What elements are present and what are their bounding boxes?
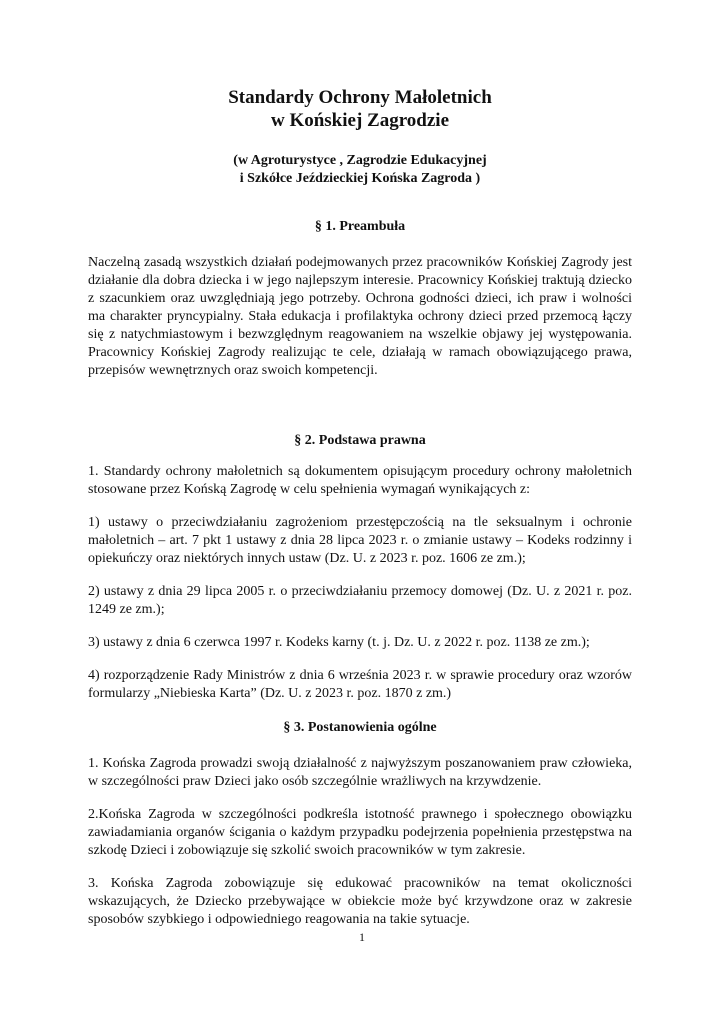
section-2-item: 1) ustawy o przeciwdziałaniu zagrożeniom przestępczością na tle seksualnym i ochronie małoletnich – art. 7 pkt 1 ustawy z dnia 28 lipca 2023 r. o zmianie ustawy – Kodeks rodzinny i opiekuńczy oraz niektórych innych ustaw (Dz. U. z 2023 r. poz. 1606 ze zm.); [88, 515, 632, 566]
section-1-heading: § 1. Preambuła [314, 219, 406, 234]
section-3-heading: § 3. Postanowienia ogólne [283, 720, 437, 735]
subtitle-line-2: i Szkółce Jeździeckiej Końska Zagroda ) [239, 171, 481, 186]
title-line-1: Standardy Ochrony Małoletnich [228, 87, 492, 108]
section-2-item: 3) ustawy z dnia 6 czerwca 1997 r. Kodeks karny (t. j. Dz. U. z 2022 r. poz. 1138 ze zm.); [88, 635, 590, 650]
subtitle-line-1: (w Agroturystyce , Zagrodzie Edukacyjnej [233, 153, 487, 168]
page-number: 1 [359, 930, 365, 944]
section-2-heading: § 2. Podstawa prawna [294, 433, 426, 448]
section-3-item: 2.Końska Zagroda w szczególności podkreśla istotność prawnego i społecznego obowiązku zawiadamiania organów ścigania o każdym przypadku podejrzenia popełnienia przestępstwa na szkodę Dzieci i zobowiązuje się szkolić swoich pracowników w tym zakresie. [88, 807, 632, 858]
section-2-item: 4) rozporządzenie Rady Ministrów z dnia 6 września 2023 r. w sprawie procedury oraz wzorów formularzy „Niebieska Karta” (Dz. U. z 2023 r. poz. 1870 z zm.) [88, 668, 632, 701]
title-line-2: w Końskiej Zagrodzie [270, 110, 450, 131]
section-2-intro: 1. Standardy ochrony małoletnich są dokumentem opisującym procedury ochrony małoletnich stosowane przez Końską Zagrodę w celu spełnienia wymagań wynikających z: [88, 464, 632, 497]
section-3-item: 1. Końska Zagroda prowadzi swoją działalność z najwyższym poszanowaniem praw człowieka, w szczególności praw Dzieci jako osób szczególnie wrażliwych na krzywdzenie. [88, 756, 632, 789]
document-body [88, 86, 632, 929]
section-2-item: 2) ustawy z dnia 29 lipca 2005 r. o przeciwdziałaniu przemocy domowej (Dz. U. z 2021 r. poz. 1249 ze zm.); [88, 584, 632, 617]
document-title [88, 86, 632, 132]
section-3-item: 3. Końska Zagroda zobowiązuje się edukować pracowników na temat okoliczności wskazujących, że Dziecko przebywające w obiekcie może być krzywdzone oraz w zakresie sposobów szybkiego i odpowiedniego reagowania na takie sytuacje. [88, 876, 632, 927]
section-1-paragraph: Naczelną zasadą wszystkich działań podejmowanych przez pracowników Końskiej Zagrody jest działanie dla dobra dziecka i w jego najlepszym interesie. Pracownicy Końskiej traktują dziecko z szacunkiem oraz uwzględniają jego potrzeby. Ochrona godności dzieci, ich praw i wolności ma charakter pryncypialny. Stała edukacja i profilaktyka ochrony dzieci przed przemocą łączy się z natychmiastowym i bezwzględnym reagowaniem na wszelkie objawy jej występowania. Pracownicy Końskiej Zagrody realizując te cele, działają w ramach obowiązującego prawa, przepisów wewnętrznych oraz swoich kompetencji. [88, 255, 632, 378]
document-subtitle [88, 152, 632, 188]
